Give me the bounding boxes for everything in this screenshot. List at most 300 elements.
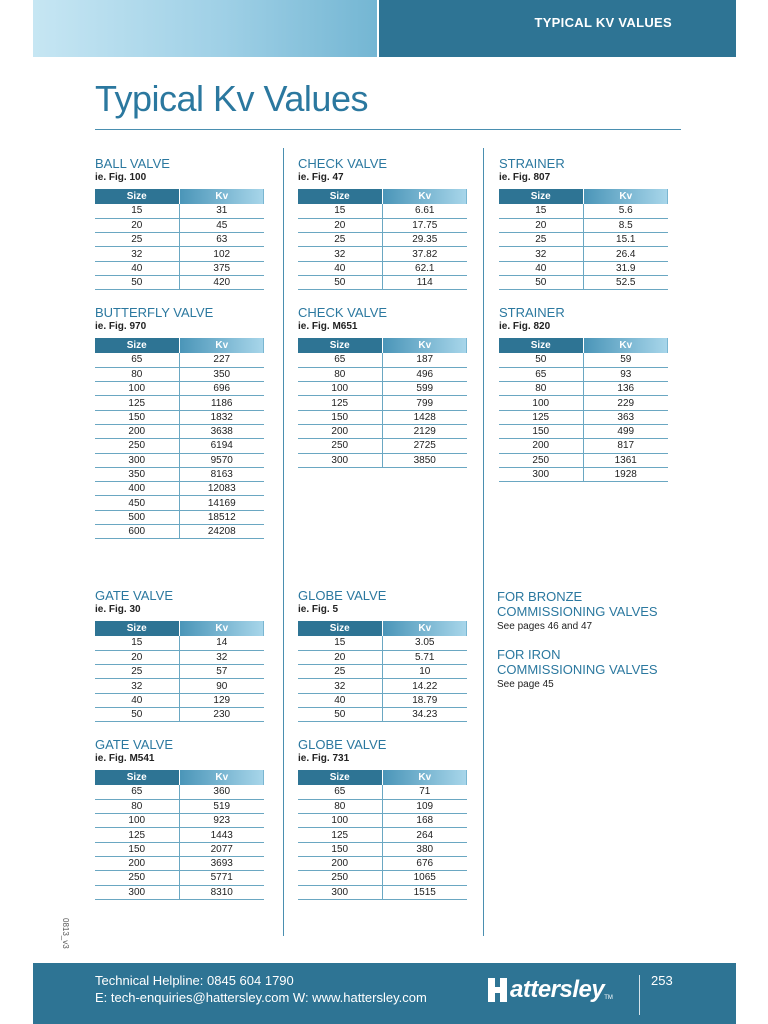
valve-name: CHECK VALVE [298, 156, 388, 171]
size-cell: 25 [95, 665, 179, 679]
table-row [95, 204, 264, 218]
kv-cell: 59 [583, 353, 668, 367]
table-row [499, 439, 668, 453]
table-row [298, 233, 467, 247]
kv-cell: 519 [179, 799, 264, 813]
kv-cell: 136 [583, 382, 668, 396]
kv-cell: 31.9 [583, 261, 668, 275]
column-divider-2 [483, 148, 484, 936]
kv-cell: 37.82 [382, 247, 467, 261]
column-header-kv: Kv [382, 621, 467, 636]
table-row [95, 482, 264, 496]
size-cell: 40 [499, 261, 583, 275]
kv-cell: 31 [179, 204, 264, 218]
table-row [95, 785, 264, 799]
kv-cell: 3638 [179, 424, 264, 438]
kv-cell: 3850 [382, 453, 467, 467]
kv-cell: 26.4 [583, 247, 668, 261]
kv-cell: 14169 [179, 496, 264, 510]
kv-cell: 93 [583, 367, 668, 381]
size-cell: 25 [298, 665, 382, 679]
kv-cell: 696 [179, 382, 264, 396]
table-row [95, 382, 264, 396]
kv-table [95, 189, 264, 290]
valve-name: STRAINER [499, 156, 565, 171]
valve-figure-ref: ie. Fig. 970 [95, 321, 147, 332]
table-row [95, 367, 264, 381]
kv-cell: 676 [382, 856, 467, 870]
column-divider-1 [283, 148, 284, 936]
kv-cell: 14 [179, 636, 264, 650]
size-cell: 250 [298, 871, 382, 885]
table-row [298, 814, 467, 828]
table-row [298, 275, 467, 289]
kv-cell: 6.61 [382, 204, 467, 218]
kv-table [298, 189, 467, 290]
kv-cell: 5.6 [583, 204, 668, 218]
kv-cell: 599 [382, 382, 467, 396]
size-cell: 250 [499, 453, 583, 467]
table-row [499, 204, 668, 218]
table-row [499, 367, 668, 381]
size-cell: 32 [499, 247, 583, 261]
table-row [95, 842, 264, 856]
kv-cell: 227 [179, 353, 264, 367]
table-row [298, 665, 467, 679]
size-cell: 15 [95, 636, 179, 650]
kv-cell: 380 [382, 842, 467, 856]
size-cell: 50 [499, 353, 583, 367]
kv-cell: 5771 [179, 871, 264, 885]
size-cell: 150 [298, 410, 382, 424]
size-cell: 300 [298, 453, 382, 467]
size-cell: 125 [298, 828, 382, 842]
kv-cell: 114 [382, 275, 467, 289]
size-cell: 40 [298, 261, 382, 275]
kv-cell: 499 [583, 424, 668, 438]
size-cell: 200 [298, 424, 382, 438]
table-row [499, 467, 668, 481]
kv-table [298, 621, 467, 722]
table-row [499, 233, 668, 247]
size-cell: 65 [95, 785, 179, 799]
kv-table [499, 189, 668, 290]
kv-cell: 17.75 [382, 218, 467, 232]
kv-cell: 29.35 [382, 233, 467, 247]
column-header-kv: Kv [179, 770, 264, 785]
kv-table [95, 338, 264, 539]
table-row [95, 353, 264, 367]
column-header-size: Size [499, 189, 583, 204]
page-title: Typical Kv Values [95, 78, 368, 119]
kv-cell: 2725 [382, 439, 467, 453]
table-row [499, 218, 668, 232]
valve-block-ball [95, 156, 265, 290]
valve-name: GLOBE VALVE [298, 588, 387, 603]
table-row [298, 871, 467, 885]
column-header-kv: Kv [583, 189, 668, 204]
kv-cell: 187 [382, 353, 467, 367]
kv-cell: 799 [382, 396, 467, 410]
size-cell: 20 [95, 650, 179, 664]
size-cell: 125 [95, 396, 179, 410]
valve-block-check-m651 [298, 305, 468, 468]
kv-cell: 1832 [179, 410, 264, 424]
kv-cell: 3693 [179, 856, 264, 870]
column-header-kv: Kv [382, 338, 467, 353]
column-header-kv: Kv [179, 189, 264, 204]
valve-figure-ref: ie. Fig. M651 [298, 321, 358, 332]
valve-block-globe-731 [298, 737, 468, 900]
size-cell: 150 [298, 842, 382, 856]
size-cell: 250 [95, 871, 179, 885]
size-cell: 15 [95, 204, 179, 218]
kv-cell: 10 [382, 665, 467, 679]
table-row [298, 453, 467, 467]
valve-block-globe-5 [298, 588, 468, 722]
table-row [95, 233, 264, 247]
size-cell: 100 [95, 382, 179, 396]
top-banner [33, 0, 736, 57]
page-number: 253 [651, 973, 673, 988]
table-row [298, 410, 467, 424]
kv-table [95, 621, 264, 722]
column-header-kv: Kv [179, 621, 264, 636]
size-cell: 200 [95, 424, 179, 438]
size-cell: 125 [95, 828, 179, 842]
table-row [95, 396, 264, 410]
size-cell: 40 [95, 261, 179, 275]
kv-cell: 168 [382, 814, 467, 828]
size-cell: 50 [298, 707, 382, 721]
table-row [95, 871, 264, 885]
kv-cell: 229 [583, 396, 668, 410]
table-row [95, 885, 264, 899]
kv-cell: 52.5 [583, 275, 668, 289]
size-cell: 80 [298, 367, 382, 381]
size-cell: 20 [95, 218, 179, 232]
table-row [95, 814, 264, 828]
size-cell: 80 [298, 799, 382, 813]
kv-cell: 3.05 [382, 636, 467, 650]
size-cell: 15 [298, 204, 382, 218]
size-cell: 150 [95, 842, 179, 856]
table-row [95, 665, 264, 679]
column-header-kv: Kv [382, 770, 467, 785]
size-cell: 15 [499, 204, 583, 218]
kv-cell: 57 [179, 665, 264, 679]
valve-block-butterfly [95, 305, 265, 539]
kv-cell: 496 [382, 367, 467, 381]
table-row [298, 650, 467, 664]
table-row [499, 410, 668, 424]
table-row [298, 261, 467, 275]
table-row [298, 828, 467, 842]
size-cell: 80 [95, 799, 179, 813]
size-cell: 250 [298, 439, 382, 453]
table-row [95, 799, 264, 813]
valve-name: STRAINER [499, 305, 565, 320]
size-cell: 40 [298, 693, 382, 707]
kv-cell: 363 [583, 410, 668, 424]
kv-cell: 24208 [179, 525, 264, 539]
table-row [298, 396, 467, 410]
kv-cell: 375 [179, 261, 264, 275]
column-header-size: Size [95, 189, 179, 204]
size-cell: 15 [298, 636, 382, 650]
table-row [499, 275, 668, 289]
valve-name: GATE VALVE [95, 737, 174, 752]
kv-cell: 12083 [179, 482, 264, 496]
valve-name: GLOBE VALVE [298, 737, 387, 752]
note-bronze-title-1: FOR BRONZE [497, 589, 583, 604]
table-row [298, 424, 467, 438]
size-cell: 125 [499, 410, 583, 424]
size-cell: 600 [95, 525, 179, 539]
table-row [298, 247, 467, 261]
size-cell: 65 [298, 353, 382, 367]
size-cell: 400 [95, 482, 179, 496]
valve-figure-ref: ie. Fig. 30 [95, 604, 141, 615]
kv-cell: 8163 [179, 467, 264, 481]
size-cell: 25 [499, 233, 583, 247]
size-cell: 32 [95, 247, 179, 261]
footer-contact: E: tech-enquiries@hattersley.com W: www.hattersley.com [95, 990, 427, 1005]
table-row [298, 218, 467, 232]
logo-h-icon [488, 978, 508, 1002]
size-cell: 65 [298, 785, 382, 799]
table-row [95, 525, 264, 539]
kv-cell: 350 [179, 367, 264, 381]
table-row [499, 261, 668, 275]
size-cell: 100 [298, 382, 382, 396]
table-row [298, 636, 467, 650]
valve-block-strainer-807 [499, 156, 669, 290]
table-row [499, 353, 668, 367]
size-cell: 32 [95, 679, 179, 693]
size-cell: 25 [298, 233, 382, 247]
footer [33, 963, 736, 1024]
column-header-size: Size [298, 770, 382, 785]
size-cell: 50 [95, 275, 179, 289]
table-row [95, 693, 264, 707]
table-row [298, 353, 467, 367]
kv-table [298, 338, 467, 468]
title-divider [95, 129, 681, 130]
table-row [298, 679, 467, 693]
logo-trademark: TM [604, 995, 613, 1001]
kv-cell: 1428 [382, 410, 467, 424]
hattersley-logo [488, 975, 613, 1005]
table-row [298, 785, 467, 799]
document-code: 0813_v3 [61, 918, 70, 949]
kv-cell: 230 [179, 707, 264, 721]
size-cell: 300 [298, 885, 382, 899]
table-row [298, 439, 467, 453]
size-cell: 100 [499, 396, 583, 410]
column-header-size: Size [95, 770, 179, 785]
valve-figure-ref: ie. Fig. 100 [95, 172, 147, 183]
kv-cell: 420 [179, 275, 264, 289]
kv-cell: 6194 [179, 439, 264, 453]
table-row [499, 424, 668, 438]
kv-cell: 2129 [382, 424, 467, 438]
valve-figure-ref: ie. Fig. 5 [298, 604, 339, 615]
size-cell: 50 [499, 275, 583, 289]
note-iron-text: See page 45 [497, 679, 554, 690]
table-row [95, 218, 264, 232]
kv-cell: 360 [179, 785, 264, 799]
size-cell: 20 [298, 218, 382, 232]
kv-cell: 32 [179, 650, 264, 664]
table-row [298, 367, 467, 381]
size-cell: 65 [95, 353, 179, 367]
kv-cell: 923 [179, 814, 264, 828]
table-row [499, 247, 668, 261]
size-cell: 250 [95, 439, 179, 453]
column-header-size: Size [298, 189, 382, 204]
table-row [499, 396, 668, 410]
size-cell: 20 [499, 218, 583, 232]
kv-cell: 9570 [179, 453, 264, 467]
valve-figure-ref: ie. Fig. 820 [499, 321, 551, 332]
table-row [95, 828, 264, 842]
size-cell: 25 [95, 233, 179, 247]
size-cell: 20 [298, 650, 382, 664]
table-row [298, 707, 467, 721]
table-row [298, 204, 467, 218]
size-cell: 200 [499, 439, 583, 453]
column-header-size: Size [298, 621, 382, 636]
table-row [298, 693, 467, 707]
column-header-kv: Kv [179, 338, 264, 353]
kv-table [298, 770, 467, 900]
size-cell: 32 [298, 247, 382, 261]
size-cell: 350 [95, 467, 179, 481]
column-header-size: Size [95, 338, 179, 353]
note-iron [497, 647, 687, 690]
valve-block-gate-30 [95, 588, 265, 722]
table-row [95, 650, 264, 664]
kv-cell: 14.22 [382, 679, 467, 693]
size-cell: 100 [298, 814, 382, 828]
table-row [95, 275, 264, 289]
kv-cell: 71 [382, 785, 467, 799]
table-row [95, 439, 264, 453]
valve-figure-ref: ie. Fig. 47 [298, 172, 344, 183]
valve-name: GATE VALVE [95, 588, 174, 603]
valve-name: BUTTERFLY VALVE [95, 305, 214, 320]
kv-cell: 1928 [583, 467, 668, 481]
note-iron-title-2: COMMISSIONING VALVES [497, 662, 658, 677]
kv-cell: 102 [179, 247, 264, 261]
kv-table [499, 338, 668, 482]
size-cell: 100 [95, 814, 179, 828]
note-bronze-title-2: COMMISSIONING VALVES [497, 604, 658, 619]
kv-cell: 45 [179, 218, 264, 232]
table-row [298, 885, 467, 899]
table-row [298, 382, 467, 396]
kv-cell: 1515 [382, 885, 467, 899]
table-row [95, 247, 264, 261]
kv-cell: 1361 [583, 453, 668, 467]
valve-figure-ref: ie. Fig. 807 [499, 172, 551, 183]
table-row [95, 636, 264, 650]
kv-cell: 8310 [179, 885, 264, 899]
column-header-size: Size [298, 338, 382, 353]
note-bronze [497, 589, 687, 632]
column-header-kv: Kv [382, 189, 467, 204]
note-bronze-text: See pages 46 and 47 [497, 621, 593, 632]
size-cell: 300 [95, 885, 179, 899]
table-row [95, 856, 264, 870]
kv-cell: 5.71 [382, 650, 467, 664]
size-cell: 80 [499, 382, 583, 396]
kv-cell: 817 [583, 439, 668, 453]
kv-table [95, 770, 264, 900]
size-cell: 150 [499, 424, 583, 438]
table-row [95, 496, 264, 510]
valve-figure-ref: ie. Fig. 731 [298, 753, 350, 764]
size-cell: 450 [95, 496, 179, 510]
size-cell: 40 [95, 693, 179, 707]
table-row [298, 799, 467, 813]
valve-block-strainer-820 [499, 305, 669, 482]
kv-cell: 90 [179, 679, 264, 693]
kv-cell: 15.1 [583, 233, 668, 247]
valve-block-gate-m541 [95, 737, 265, 900]
size-cell: 200 [95, 856, 179, 870]
kv-cell: 18.79 [382, 693, 467, 707]
kv-cell: 8.5 [583, 218, 668, 232]
table-row [95, 261, 264, 275]
kv-cell: 109 [382, 799, 467, 813]
kv-cell: 62.1 [382, 261, 467, 275]
valve-name: CHECK VALVE [298, 305, 388, 320]
size-cell: 32 [298, 679, 382, 693]
column-header-size: Size [95, 621, 179, 636]
table-row [499, 382, 668, 396]
footer-helpline: Technical Helpline: 0845 604 1790 [95, 973, 294, 988]
table-row [95, 510, 264, 524]
table-row [95, 467, 264, 481]
size-cell: 50 [298, 275, 382, 289]
note-iron-title-1: FOR IRON [497, 647, 561, 662]
table-row [95, 679, 264, 693]
size-cell: 125 [298, 396, 382, 410]
column-header-kv: Kv [583, 338, 668, 353]
kv-cell: 1186 [179, 396, 264, 410]
valve-figure-ref: ie. Fig. M541 [95, 753, 155, 764]
kv-cell: 2077 [179, 842, 264, 856]
banner-title: TYPICAL KV VALUES [534, 15, 672, 30]
size-cell: 150 [95, 410, 179, 424]
logo-text: attersley [510, 976, 605, 1003]
kv-cell: 34.23 [382, 707, 467, 721]
table-row [95, 410, 264, 424]
footer-divider [639, 975, 640, 1015]
valve-name: BALL VALVE [95, 156, 170, 171]
kv-cell: 18512 [179, 510, 264, 524]
kv-cell: 63 [179, 233, 264, 247]
table-row [95, 424, 264, 438]
size-cell: 300 [499, 467, 583, 481]
column-header-size: Size [499, 338, 583, 353]
table-row [95, 707, 264, 721]
banner-gradient [33, 0, 377, 57]
table-row [499, 453, 668, 467]
kv-cell: 129 [179, 693, 264, 707]
